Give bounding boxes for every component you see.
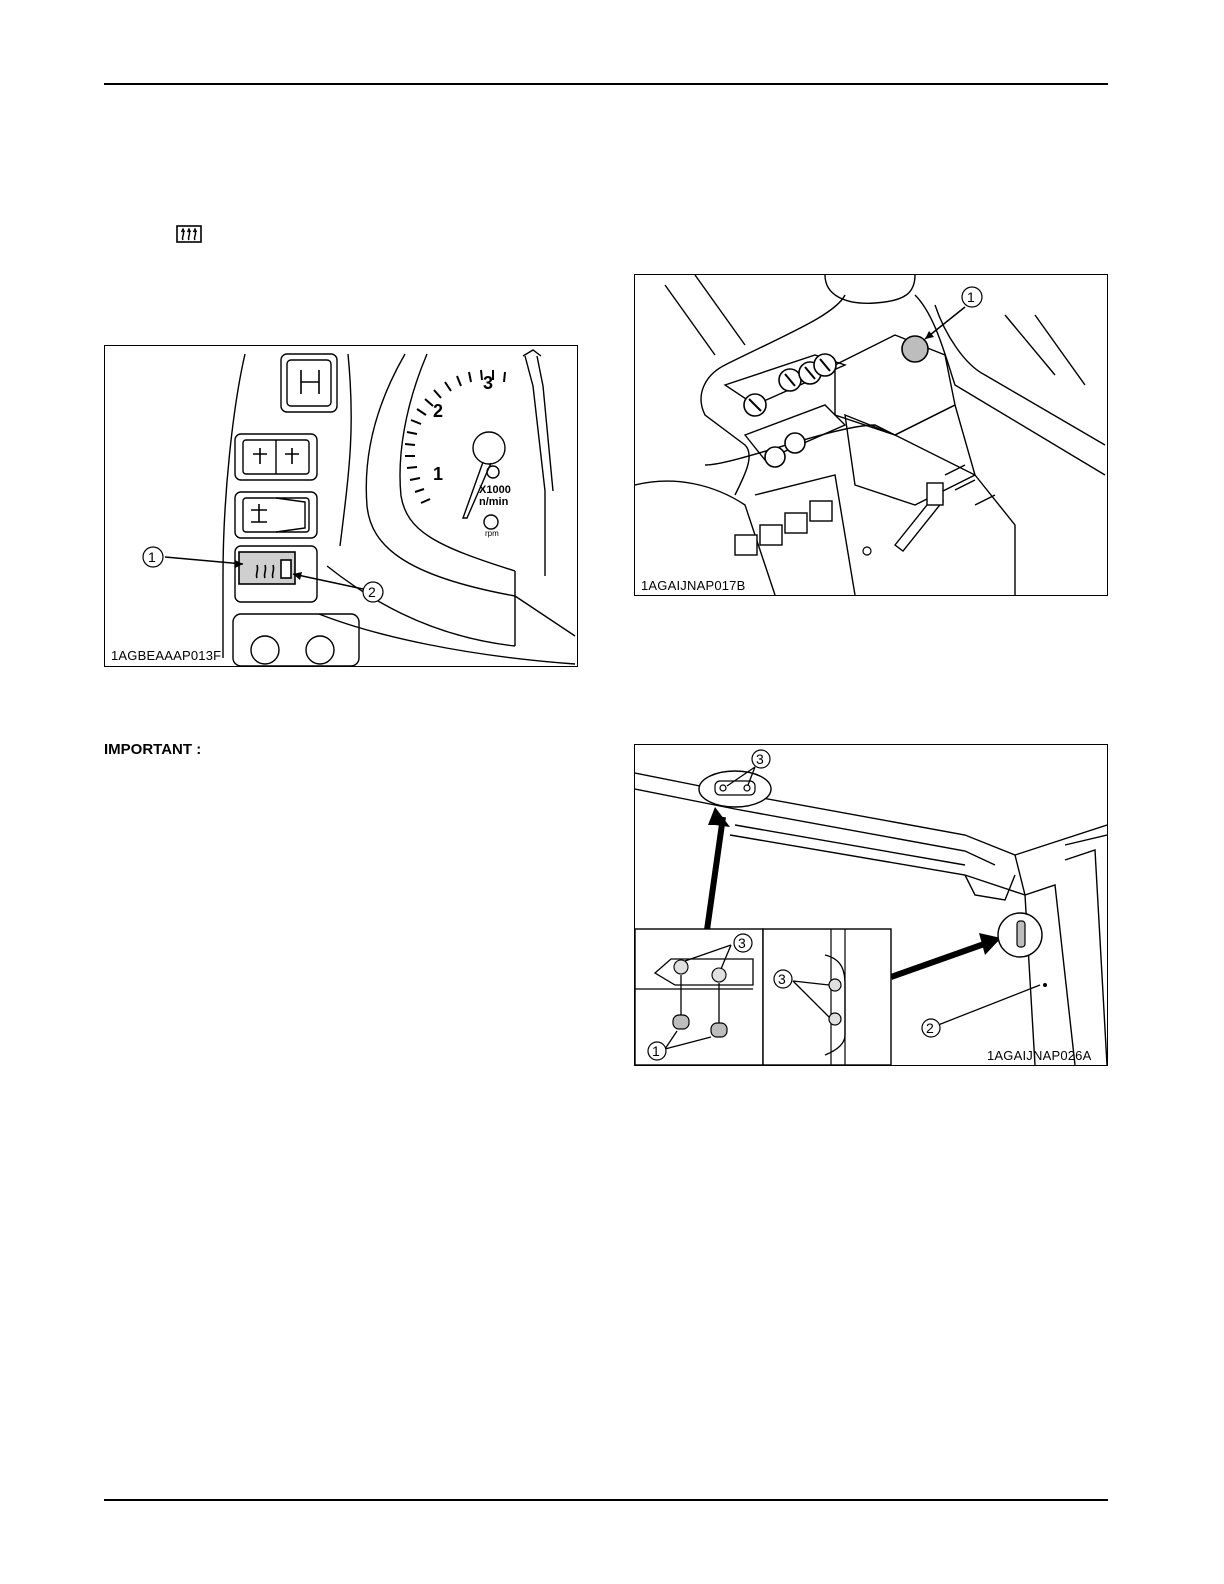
callout-2: 2	[368, 584, 376, 600]
figure-code: 1AGAIJNAP017B	[641, 578, 746, 593]
callout-1: 1	[148, 549, 156, 565]
figure-defroster-switch	[104, 345, 578, 667]
figure-cab-fasteners	[634, 744, 1108, 1066]
figure-code: 1AGBEAAAP013F	[111, 648, 222, 663]
ceiling-console-illustration	[635, 275, 1107, 595]
callout-3-inset-1: 3	[738, 935, 746, 951]
gauge-tick-3: 3	[483, 373, 494, 393]
callout-1: 1	[967, 289, 975, 305]
important-label: IMPORTANT :	[104, 741, 202, 758]
defroster-indicator	[281, 560, 291, 578]
figure-ceiling-console	[634, 274, 1108, 596]
figure-code: 1AGAIJNAP026A	[987, 1048, 1092, 1063]
callout-3-inset-2: 3	[778, 971, 786, 987]
gauge-scale-label: X1000	[479, 484, 511, 496]
callout-3-top: 3	[756, 751, 764, 767]
cab-light	[902, 336, 928, 362]
callout-2: 2	[926, 1020, 934, 1036]
callout-1: 1	[652, 1043, 660, 1059]
gauge-tick-2: 2	[433, 401, 444, 421]
gauge-rpm-label: rpm	[485, 529, 499, 538]
gauge-tick-1: 1	[433, 464, 444, 484]
rear-defroster-icon	[175, 223, 203, 245]
header-rule	[104, 83, 1108, 85]
cab-fasteners-illustration	[635, 745, 1107, 1065]
footer-rule	[104, 1499, 1108, 1501]
gauge-unit-label: n/min	[479, 496, 509, 508]
